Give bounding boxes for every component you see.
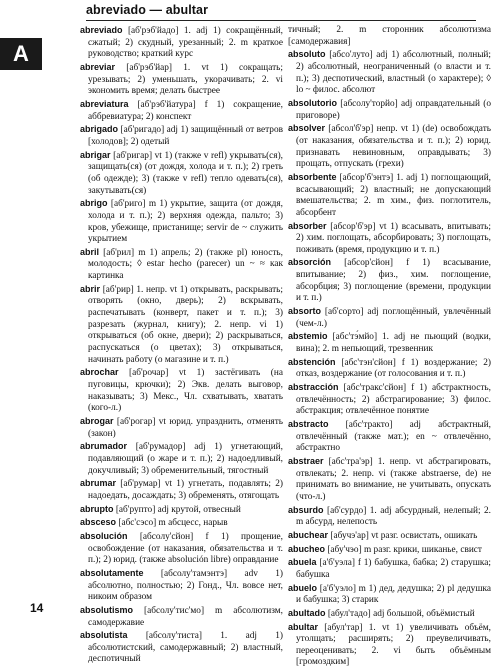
entry-headword: absorbente	[288, 172, 337, 182]
dictionary-entry	[80, 441, 283, 477]
entry-definition: [абсор'б'энтэ] 1. adj 1) поглощающий, всасывающий; 2) властный; не допускающий вмешательства; 2. m хим., физ. поглотитель, абсорбент	[296, 173, 491, 218]
entry-headword: abrochar	[80, 367, 119, 377]
entry-headword: absceso	[80, 517, 116, 527]
dictionary-entry	[80, 99, 283, 123]
dictionary-entry	[288, 257, 491, 305]
dictionary-entry	[288, 583, 491, 607]
dictionary-entry	[80, 478, 283, 502]
dictionary-entry	[288, 25, 491, 48]
entry-headword: abrumar	[80, 478, 116, 488]
header-rule	[86, 20, 476, 21]
entry-definition: [абсор'б'эр] vt 1) всасывать, впитывать; 2) хим. поглощать, абсорбировать; 3) поглощать, поживать (время, продукцию и т. п.)	[296, 222, 491, 255]
entry-definition: [аб'рэб'йатура] f 1) сокращение, аббревиатура; 2) конспект	[88, 100, 283, 122]
entry-definition: тичный; 2. m сторонник абсолютизма [самодержавия]	[288, 25, 491, 47]
dictionary-entry	[288, 49, 491, 97]
dictionary-entry	[288, 382, 491, 418]
entry-definition: [абс'сэсо] m абсцесс, нарыв	[116, 518, 228, 528]
entry-definition: [аб'рил] m 1) апрель; 2) (также pl) юность, молодость; ◊ estar hecho (parecer) un ~ ≈ как картинка	[88, 248, 283, 281]
entry-definition: [аб'ригадо] adj 1) защищённый от ветров [холодов]; 2) одетый	[88, 125, 283, 147]
entry-definition: [абс'тра'эр] 1. непр. vt абстрагировать, отвлекать; 2. непр. vi (также abstraerse, de) не принимать во внимание, не учитывать, опускать (что-л.)	[296, 457, 491, 502]
entry-headword: abril	[80, 247, 99, 257]
entry-definition: [аб'ригар] vt 1) (также v refl) укрывать(ся), защищать(ся) (от дождя, холода и т. п.); 2) греть (об одежде); 3) (также v refl) тепло одевать(ся), закутывать(ся)	[88, 151, 283, 196]
right-column	[288, 25, 491, 607]
entry-headword: abrupto	[80, 504, 114, 514]
entry-definition: [аб'румадор] adj 1) угнетающий, подавляющий (о жаре и т. п.); 2) надоедливый, докучливый; 3) обременительный, тягостный	[88, 442, 283, 475]
entry-headword: absolver	[288, 123, 325, 133]
entry-headword: absolutista	[80, 630, 128, 640]
dictionary-entry	[288, 331, 491, 355]
dictionary-entry	[80, 568, 283, 604]
entry-definition: [абу'чэо] m разг. крики, шиканье, свист	[325, 545, 482, 555]
entry-headword: abstención	[288, 357, 336, 367]
entry-headword: absorber	[288, 221, 327, 231]
entry-definition: [абучэ'ар] vt разг. освистать, ошикать	[328, 531, 477, 541]
entry-definition: [абсо'луто] adj 1) абсолютный, полный; 2) абсолютный, неограниченный (о власти и т. п.); 3) деспотический, властный (о характере); ◊ lo ~ филос. абсолют	[296, 50, 491, 95]
dictionary-entry	[288, 530, 491, 543]
dictionary-entry	[80, 504, 283, 517]
dictionary-entry	[80, 630, 283, 666]
dictionary-entry	[80, 25, 283, 61]
entry-definition: [абсолу'тамэнтэ] adv 1) абсолютно, полностью; 2) Гонд., Чл. вовсе нет, никоим образом	[88, 569, 283, 602]
entry-headword: abultado	[288, 608, 326, 618]
entry-definition: [абс'тэн'сйон] f 1) воздержание; 2) отказ, воздержание (от голосования и т. п.)	[296, 358, 491, 380]
entry-definition: [аб'рогар] vt юрид. упразднить, отменять (закон)	[88, 417, 283, 439]
entry-headword: abultar	[288, 622, 318, 632]
entry-definition: [абс'тракто] adj абстрактный, отвлечённый (также мат.); en ~ отвлечённо, абстрактно	[296, 420, 491, 453]
entry-headword: absoluto	[288, 49, 326, 59]
entry-definition: [аб'рэб'йар] 1. vt 1) сокращать; урезывать; 2) уменьшать, укорачивать; 2. vi экономить время; делать быстрее	[88, 63, 283, 96]
entry-headword: absurdo	[288, 505, 324, 515]
dictionary-entry	[80, 605, 283, 629]
entry-definition: [аб'рочар] vt 1) застёгивать (на пуговицы, крючки); 2) Экв. делать выговор, наказывать; 3) Мекс., Чл. схватывать, хватать (кого-л.)	[88, 368, 283, 413]
dictionary-entry	[288, 123, 491, 171]
entry-headword: abstracción	[288, 382, 339, 392]
entry-definition: [аб'рэб'йадо] 1. adj 1) сокращённый, сжатый; 2) скудный, урезанный; 2. m краткое руководство; краткий курс	[88, 26, 283, 59]
entry-headword: abreviar	[80, 62, 115, 72]
dictionary-entry	[288, 622, 491, 669]
dictionary-entry	[80, 124, 283, 148]
entry-definition: [абсол'б'эр] непр. vt 1) (de) освобождать (от наказания, обязательства и т. п.); 2) юрид. признавать невиновным, оправдывать; 3) прощать, отпускать (грехи)	[296, 124, 491, 169]
entry-headword: abstracto	[288, 419, 329, 429]
entry-definition: [абсолу'тис'мо] m абсолютизм, самодержавие	[88, 606, 283, 628]
dictionary-entry	[80, 416, 283, 440]
entry-headword: absorto	[288, 306, 321, 316]
dictionary-entry	[80, 247, 283, 283]
entry-headword: absolutamente	[80, 568, 144, 578]
entry-headword: abuchear	[288, 530, 328, 540]
entry-definition: [аб'сорто] adj поглощённый, увлечённый (чем-л.)	[296, 307, 491, 329]
entry-definition: [абсолу'сйон] f 1) прощение, освобождение (от наказания, обязательства и т. п.); 2) юрид. (также absolución libre) оправдание	[88, 532, 283, 565]
entry-headword: absolución	[80, 531, 128, 541]
entry-headword: abrumador	[80, 441, 127, 451]
dictionary-entry	[80, 284, 283, 367]
dictionary-entry	[288, 98, 491, 122]
entry-headword: abucheo	[288, 544, 325, 554]
dictionary-entry	[288, 306, 491, 330]
dictionary-entry	[288, 544, 491, 557]
dictionary-entry	[80, 150, 283, 198]
entry-headword: abreviatura	[80, 99, 129, 109]
entry-headword: absolutorio	[288, 98, 337, 108]
dictionary-entry	[288, 505, 491, 529]
entry-headword: abrir	[80, 284, 100, 294]
entry-headword: absolutismo	[80, 605, 133, 615]
page-number: 14	[30, 601, 43, 615]
entry-definition: [аб'румар] vt 1) угнетать, подавлять; 2) надоедать, досаждать; 3) обременять, отягощать	[88, 479, 283, 501]
entry-definition: [абс'тракс'сйон] f 1) абстрактность, отвлечённость; 2) абстрагирование; 3) филос. абстракция; отвлечённое понятие	[296, 383, 491, 416]
entry-definition: [абсолу'торйо] adj оправдательный (о приговоре)	[296, 99, 491, 121]
entry-definition: [аб'сурдо] 1. adj абсурдный, нелепый; 2. m абсурд, нелепость	[296, 506, 491, 528]
entry-headword: abrigo	[80, 198, 108, 208]
entry-definition: [аб'рупто] adj крутой, отвесный	[114, 505, 241, 515]
left-column	[80, 25, 283, 607]
dictionary-entry	[288, 419, 491, 455]
entry-definition: [абсор'сйон] f 1) всасывание, впитывание; 2) физ., хим. поглощение, абсорбция; 3) поглощение (времени, продукции и т. п.)	[296, 258, 491, 303]
running-header: abreviado — abultar	[86, 3, 208, 17]
dictionary-entry	[288, 557, 491, 581]
section-letter-tab: A	[0, 38, 42, 70]
dictionary-entry	[288, 608, 491, 621]
entry-definition: [абул'тар] 1. vt 1) увеличивать объём, утолщать; расширять; 2) преувеличивать, переоценивать; 2. vi быть объёмным [громоздким]	[296, 623, 491, 668]
dictionary-entry	[288, 456, 491, 504]
dictionary-entry	[80, 198, 283, 246]
entry-headword: absorción	[288, 257, 331, 267]
entry-headword: abrogar	[80, 416, 114, 426]
dictionary-entry	[288, 172, 491, 220]
entry-definition: [абсолу'тиста] 1. adj 1) абсолютистский, самодержавный; 2) властный, деспотичный	[88, 631, 283, 664]
entry-definition: [а'б'уэла] f 1) бабушка, бабка; 2) старушка; бабушка	[296, 558, 491, 580]
dictionary-entry	[288, 221, 491, 257]
entry-headword: abrigar	[80, 150, 111, 160]
entry-definition: [абс'тэ́мйо] 1. adj не пьющий (водки, вина); 2. m непьющий, трезвенник	[296, 332, 491, 354]
entry-headword: abstemio	[288, 331, 328, 341]
entry-definition: [а'б'уэло] m 1) дед, дедушка; 2) pl дедушка и бабушка; 3) старик	[296, 584, 491, 606]
entry-definition: [абул'тадо] adj большой, объёмистый	[326, 609, 475, 619]
dictionary-entry	[80, 517, 283, 530]
entry-headword: abrigado	[80, 124, 118, 134]
entry-headword: abreviado	[80, 25, 123, 35]
entry-headword: abuela	[288, 557, 317, 567]
dictionary-entry	[80, 367, 283, 415]
entry-definition: [аб'риго] m 1) укрытие, защита (от дождя, холода и т. п.); 2) верхняя одежда, пальто; 3) кров, убежище, пристанище; servir de ~ служить укрытием	[88, 199, 283, 244]
dictionary-entry	[80, 62, 283, 98]
dictionary-entry	[288, 357, 491, 381]
dictionary-entry	[80, 531, 283, 567]
entry-definition: [аб'рир] 1. непр. vt 1) открывать, раскрывать; отворять (окно, дверь); 2) вскрывать, распечатывать (конверт, пакет и т. п.); 3) разрезать (журнал, книгу); 2. непр. vi 1) открываться (об окне, двери); 2) раскрываться, распускаться (о цветах); 3) открываться, начинать работу (о магазине и т. п.)	[88, 285, 283, 365]
entry-headword: abuelo	[288, 583, 317, 593]
entry-headword: abstraer	[288, 456, 324, 466]
